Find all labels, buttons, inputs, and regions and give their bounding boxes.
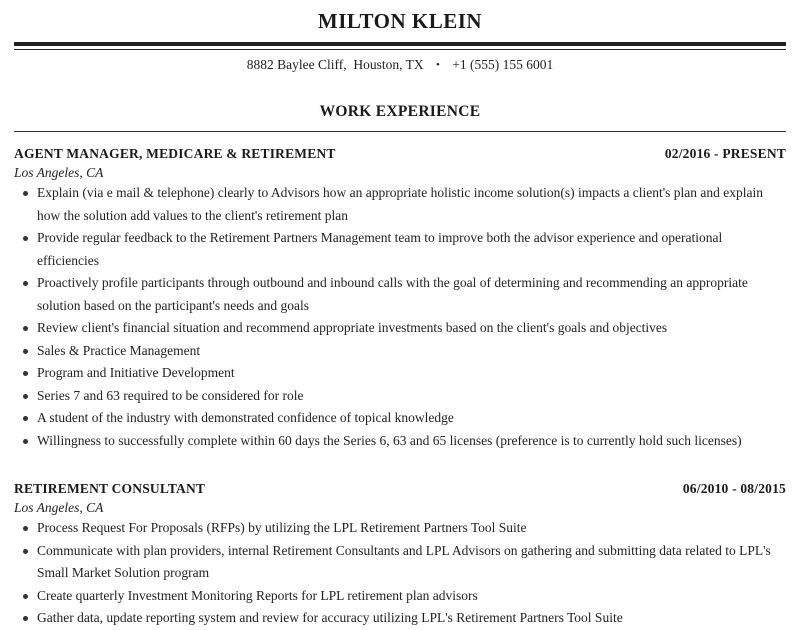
list-item: A student of the industry with demonstrated confidence of topical knowledge <box>37 407 786 430</box>
contact-line <box>0 57 800 73</box>
header-rule-thin <box>14 49 786 50</box>
job-dates: 06/2010 - 08/2015 <box>682 481 786 496</box>
header-rule-thick <box>14 42 786 46</box>
list-item: Program and Initiative Development <box>37 362 786 385</box>
list-item: Proactively profile participants through outbound and inbound calls with the goal of determining and recommending an appropriate solution based on the participant's needs and goals <box>37 272 786 317</box>
list-item: Willingness to successfully complete within 60 days the Series 6, 63 and 65 licenses (preference is to currently hold such licenses) <box>37 430 786 453</box>
list-item: Create quarterly Investment Monitoring Reports for LPL retirement plan advisors <box>37 585 786 608</box>
section-title-work-experience: WORK EXPERIENCE <box>319 103 481 120</box>
candidate-name: MILTON KLEIN <box>317 9 483 33</box>
job-location: Los Angeles, CA <box>14 500 104 515</box>
contact-city: Houston, TX <box>353 57 424 72</box>
contact-address: 8882 Baylee Cliff, <box>246 57 347 72</box>
contact-phone: +1 (555) 155 6001 <box>452 57 554 72</box>
contact-separator: • <box>436 59 440 71</box>
list-item: Provide regular feedback to the Retirement Partners Management team to improve both the advisor experience and operational efficiencies <box>37 227 786 272</box>
list-item: Communicate with plan providers, internal Retirement Consultants and LPL Advisors on gathering and submitting data related to LPL's Small Market Solution program <box>37 540 786 585</box>
list-item: Gather data, update reporting system and review for accuracy utilizing LPL's Retirement Partners Tool Suite <box>37 607 786 630</box>
job-title: AGENT MANAGER, MEDICARE & RETIREMENT <box>14 146 336 161</box>
job-entry-2 <box>14 481 786 630</box>
list-item: Series 7 and 63 required to be considered for role <box>37 385 786 408</box>
list-item: Process Request For Proposals (RFPs) by utilizing the LPL Retirement Partners Tool Suite <box>37 517 786 540</box>
list-item: Review client's financial situation and recommend appropriate investments based on the client's goals and objectives <box>37 317 786 340</box>
job-entry-1 <box>14 146 786 452</box>
job-dates: 02/2016 - PRESENT <box>664 146 786 161</box>
job-bullet-list <box>14 517 786 630</box>
job-location: Los Angeles, CA <box>14 165 104 180</box>
job-header <box>14 481 786 499</box>
job-bullet-list <box>14 182 786 452</box>
section-rule <box>14 131 786 132</box>
list-item: Sales & Practice Management <box>37 340 786 363</box>
job-header <box>14 146 786 164</box>
job-title: RETIREMENT CONSULTANT <box>14 481 206 496</box>
list-item: Explain (via e mail & telephone) clearly to Advisors how an appropriate holistic income solution(s) impacts a client's plan and explain how the solution add values to the client's retirement plan <box>37 182 786 227</box>
